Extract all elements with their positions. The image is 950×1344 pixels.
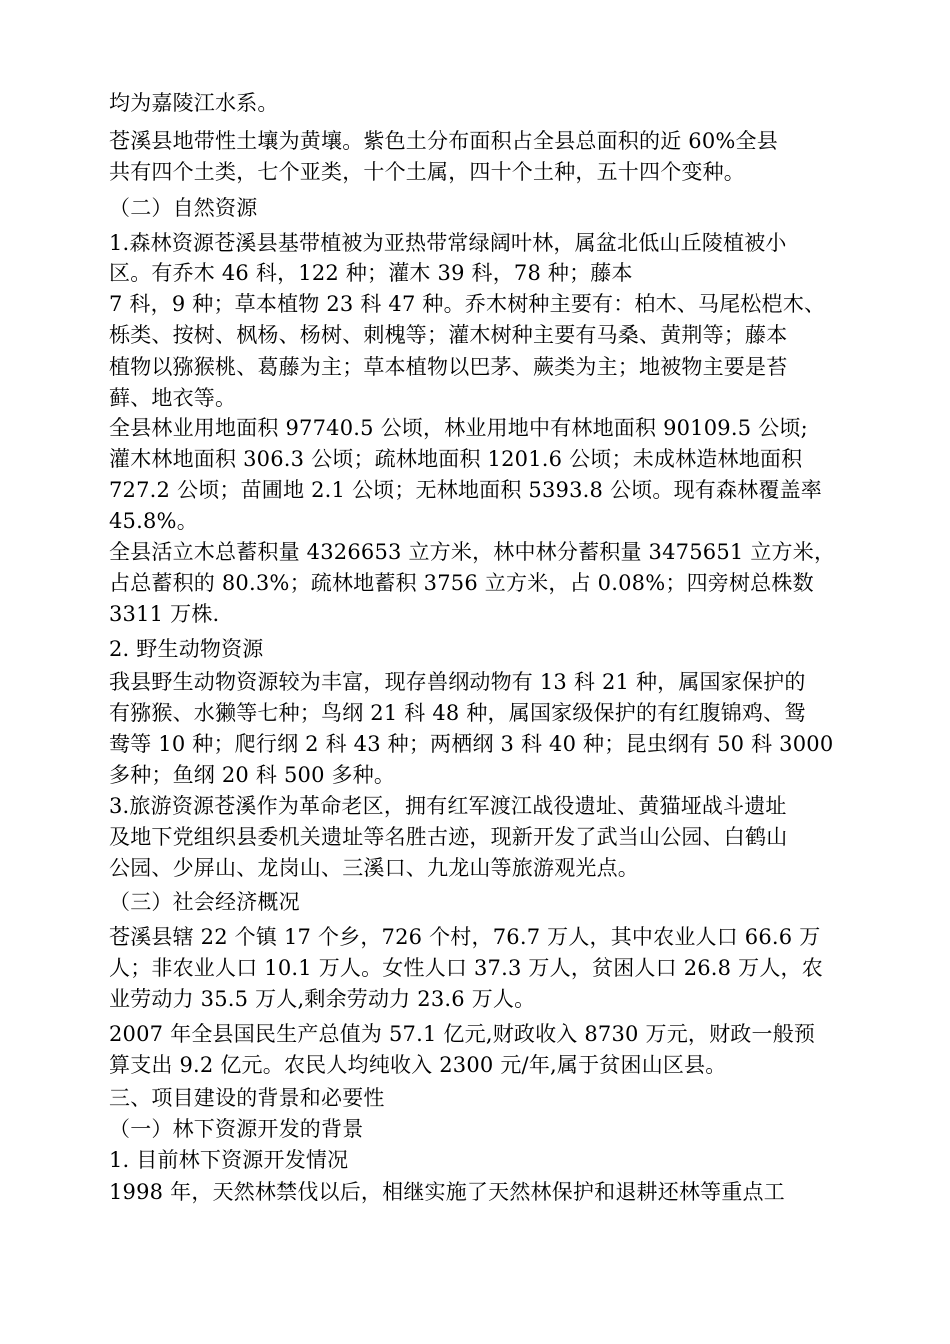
text-line: 有猕猴、水獭等七种；鸟纲 21 科 48 种，属国家级保护的有红腹锦鸡、鸳 (109, 701, 806, 725)
text-line: 全县活立木总蓄积量 4326653 立方米，林中林分蓄积量 3475651 立方米， (109, 540, 836, 564)
text-line: 公园、少屏山、龙岗山、三溪口、九龙山等旅游观光点。 (109, 856, 639, 880)
text-line: 3.旅游资源苍溪作为革命老区，拥有红军渡江战役遗址、黄猫垭战斗遗址 (109, 794, 787, 818)
text-line: 藓、地衣等。 (109, 386, 237, 410)
section-heading: （一）林下资源开发的背景 (109, 1117, 364, 1141)
text-line: 业劳动力 35.5 万人,剩余劳动力 23.6 万人。 (109, 987, 536, 1011)
text-line: 均为嘉陵江水系。 (109, 91, 279, 115)
text-line: 727.2 公顷；苗圃地 2.1 公顷；无林地面积 5393.8 公顷。现有森林覆盖率 (109, 478, 822, 502)
text-line: 1.森林资源苍溪县基带植被为亚热带常绿阔叶林，属盆北低山丘陵植被小 (109, 231, 787, 255)
section-heading: 三、项目建设的背景和必要性 (109, 1086, 385, 1110)
text-line: 2007 年全县国民生产总值为 57.1 亿元,财政收入 8730 万元，财政一般预 (109, 1022, 816, 1046)
text-line: 苍溪县地带性土壤为黄壤。紫色土分布面积占全县总面积的近 60%全县 (109, 129, 778, 153)
text-line: 7 科，9 种；草本植物 23 科 47 种。乔木树种主要有：柏木、马尾松桤木、 (109, 292, 826, 316)
text-line: 区。有乔木 46 科，122 种；灌木 39 科，78 种；藤本 (109, 261, 633, 285)
text-line: 我县野生动物资源较为丰富，现存兽纲动物有 13 科 21 种，属国家保护的 (109, 670, 806, 694)
text-line: 人；非农业人口 10.1 万人。女性人口 37.3 万人，贫困人口 26.8 万人，农 (109, 956, 823, 980)
section-heading: 1. 目前林下资源开发情况 (109, 1148, 349, 1172)
text-line: 占总蓄积的 80.3%；疏林地蓄积 3756 立方米，占 0.08%；四旁树总株数 (109, 571, 814, 595)
text-line: 共有四个土类，七个亚类，十个土属，四十个土种，五十四个变种。 (109, 160, 745, 184)
text-line: 全县林业用地面积 97740.5 公顷，林业用地中有林地面积 90109.5 公顷; (109, 416, 808, 440)
text-line: 算支出 9.2 亿元。农民人均纯收入 2300 元/年,属于贫困山区县。 (109, 1053, 727, 1077)
section-heading: （三）社会经济概况 (109, 890, 300, 914)
text-line: 苍溪县辖 22 个镇 17 个乡，726 个村，76.7 万人，其中农业人口 66.6 万 (109, 925, 821, 949)
text-line: 多种；鱼纲 20 科 500 多种。 (109, 763, 396, 787)
text-line: 灌木林地面积 306.3 公顷；疏林地面积 1201.6 公顷；未成林造林地面积 (109, 447, 803, 471)
section-heading: （二）自然资源 (109, 196, 258, 220)
text-line: 栎类、按树、枫杨、杨树、刺槐等；灌木树种主要有马桑、黄荆等；藤本 (109, 323, 788, 347)
text-line: 1998 年，天然林禁伐以后，相继实施了天然林保护和退耕还林等重点工 (109, 1180, 785, 1204)
section-heading: 2. 野生动物资源 (109, 637, 264, 661)
text-line: 3311 万株. (109, 602, 220, 626)
text-line: 植物以猕猴桃、葛藤为主；草本植物以巴茅、蕨类为主；地被物主要是苔 (109, 355, 788, 379)
text-line: 及地下党组织县委机关遗址等名胜古迹，现新开发了武当山公园、白鹤山 (109, 825, 788, 849)
text-line: 鸯等 10 种；爬行纲 2 科 43 种；两栖纲 3 科 40 种；昆虫纲有 50 科 3000 (109, 732, 834, 756)
text-line: 45.8%。 (109, 509, 198, 533)
